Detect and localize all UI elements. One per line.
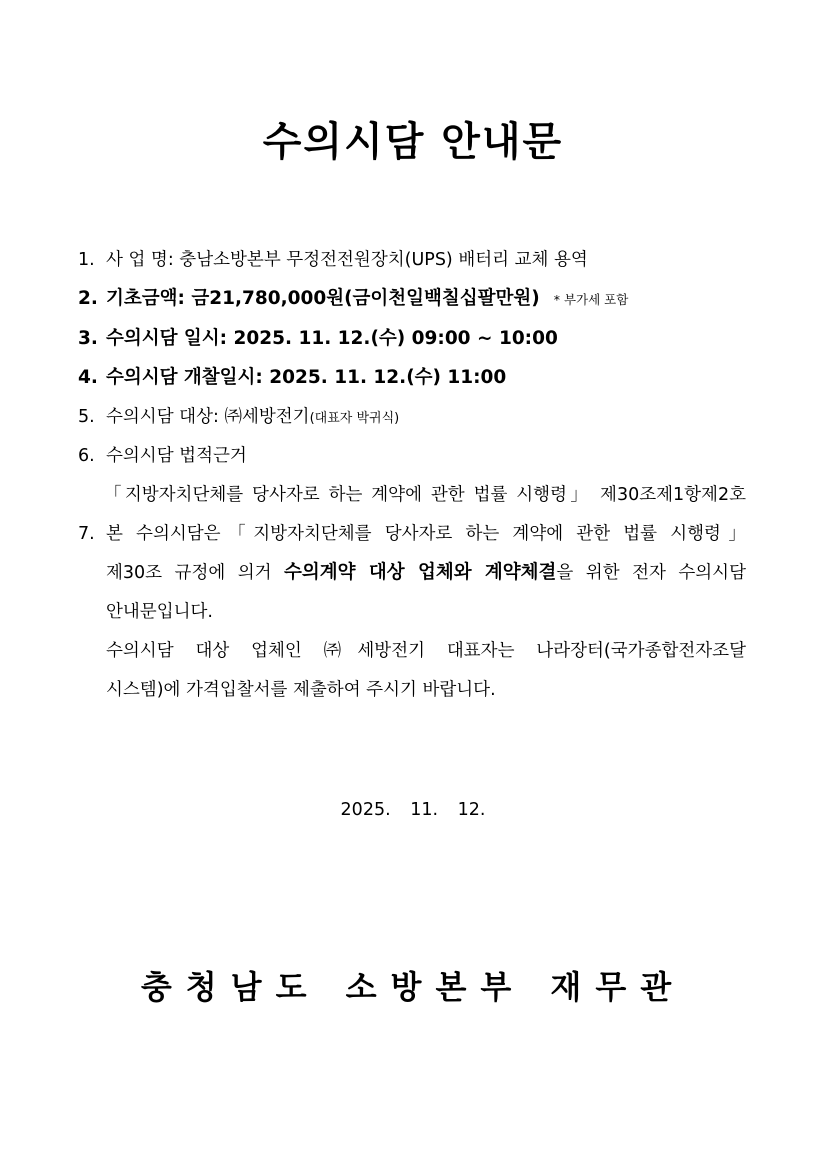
item-number: 7. (78, 524, 95, 544)
page-title: 수의시담 안내문 (262, 119, 564, 165)
notice-line-5: 시스템)에 가격입찰서를 제출하여 주시기 바랍니다. (106, 680, 496, 700)
item-legal-basis (78, 444, 247, 468)
notice-line-2-post: 을 위한 전자 수의시담 (556, 563, 746, 583)
item-number: 6. (78, 446, 95, 466)
item-text: 기초금액: 금21,780,000원(금이천일백칠십팔만원) (106, 288, 540, 309)
item-text: 수의시담 일시: 2025. 11. 12.(수) 09:00 ~ 10:00 (106, 328, 558, 349)
item-base-amount (78, 287, 628, 312)
item-text: 사 업 명: 충남소방본부 무정전전원장치(UPS) 배터리 교체 용역 (106, 250, 588, 270)
item-negotiation-datetime (78, 327, 558, 351)
notice-line-4: 수의시담 대상 업체인 ㈜세방전기 대표자는 나라장터(국가종합전자조달 (106, 641, 746, 661)
document-date: 2025. 11. 12. (340, 800, 486, 820)
item-number: 4. (78, 367, 98, 388)
item-text: 수의시담 개찰일시: 2025. 11. 12.(수) 11:00 (106, 367, 507, 388)
notice-line-2 (106, 561, 746, 585)
item-project-name (78, 248, 588, 272)
item-number: 3. (78, 328, 98, 349)
item-number: 5. (78, 407, 95, 427)
notice-line-2-bold: 수의계약 대상 업체와 계약체결 (284, 562, 557, 583)
item-text: 수의시담 대상: ㈜세방전기 (106, 407, 310, 427)
issuer-signature: 충청남도 소방본부 재무관 (140, 968, 686, 1006)
vat-note: * 부가세 포함 (553, 292, 629, 307)
item-notice (78, 522, 106, 546)
item-opening-datetime (78, 366, 506, 390)
legal-basis-detail: 「지방자치단체를 당사자로 하는 계약에 관한 법률 시행령」 제30조제1항제2호 (104, 485, 746, 505)
notice-line-3: 안내문입니다. (106, 602, 213, 622)
notice-line-2-pre: 제30조 규정에 의거 (106, 563, 285, 583)
notice-line-1: 본 수의시담은「지방자치단체를 당사자로 하는 계약에 관한 법률 시행령」 (106, 524, 746, 544)
item-number: 2. (78, 288, 98, 309)
representative-note: (대표자 박귀식) (309, 411, 400, 426)
item-text: 수의시담 법적근거 (106, 446, 247, 466)
item-number: 1. (78, 250, 95, 270)
item-target-company (78, 405, 399, 431)
